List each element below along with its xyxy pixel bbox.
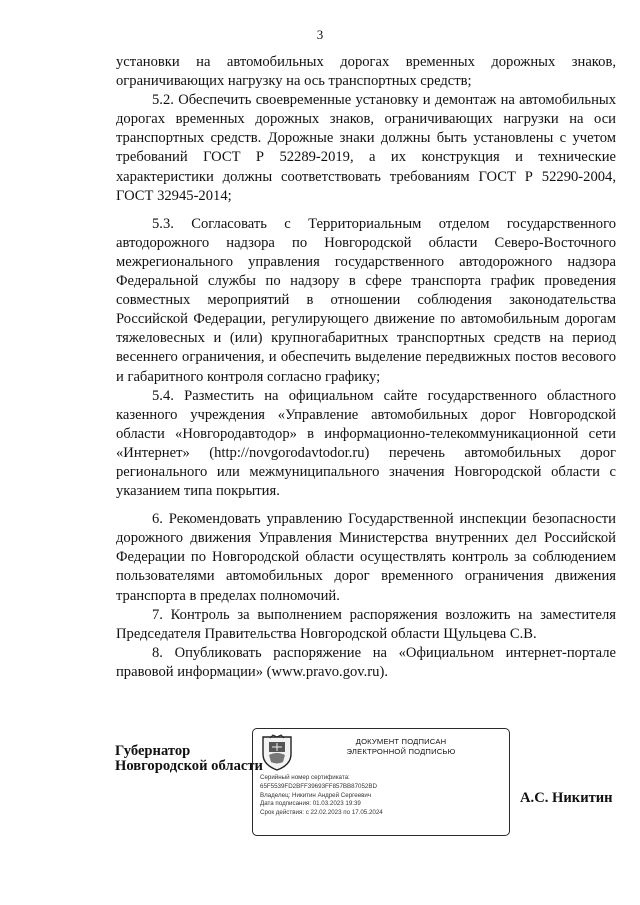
stamp-validity: Срок действия: с 22.02.2023 по 17.05.2024 — [260, 809, 383, 817]
coat-of-arms-icon — [260, 734, 294, 772]
stamp-header-line2: ЭЛЕКТРОННОЙ ПОДПИСЬЮ — [346, 747, 456, 756]
stamp-header-line1: ДОКУМЕНТ ПОДПИСАН — [355, 737, 447, 746]
paragraph-7: 7. Контроль за выполнением распоряжения возложить на заместителя Председателя Правительства Новгородской области Щульцева С.В. — [116, 606, 616, 642]
stamp-details — [260, 774, 505, 818]
stamp-cert-serial: 65F5539FD2BFF39693FF857BB87052BD — [260, 782, 377, 790]
paragraph-5-2: 5.2. Обеспечить своевременные установку и демонтаж на автомобильных дорогах временных дорожных знаков, ограничивающих нагрузки на оси транспортных средств. Дорожные знаки должны быть установлены с учетом требований ГОСТ Р 52289-2019, а их конструкция и технические характеристики должны соответствовать требованиям ГОСТ Р 52290-2004, ГОСТ 32945-2014; — [116, 92, 616, 204]
document-body — [116, 53, 616, 682]
stamp-cert-label: Серийный номер сертификата: — [260, 774, 350, 781]
stamp-header — [301, 737, 501, 757]
signer-position — [115, 744, 263, 774]
paragraph-continuation: установки на автомобильных дорогах временных дорожных знаков, ограничивающих нагрузку на ось транспортных средств; — [116, 54, 616, 90]
stamp-owner: Владелец: Никитин Андрей Сергеевич — [260, 791, 372, 799]
stamp-signed-date: Дата подписания: 01.03.2023 19:39 — [260, 800, 361, 808]
signature-block — [0, 728, 640, 843]
page-number: 3 — [316, 27, 324, 42]
signer-position-line2: Новгородской области — [115, 758, 263, 774]
paragraph-5-4: 5.4. Разместить на официальном сайте государственного областного казенного учреждения «Управление автомобильных дорог Новгородской области «Новгородавтодор» в информационно-телекоммуникационной сети «Интернет» (http://novgorodavtodor.ru) перечень автомобильных дорог регионального или межмуниципального значения Новгородской области с указанием типа покрытия. — [116, 387, 616, 500]
signer-position-line1: Губернатор — [115, 743, 191, 759]
paragraph-5-3: 5.3. Согласовать с Территориальным отделом государственного автодорожного надзора по Новгородской области Северо-Восточного межрегионального управления государственного автодорожного надзора Федеральной службы по надзору в сфере транспорта график проведения совместных мероприятий в отношении соблюдения законодательства Российской Федерации, регулирующего движение по автомобильным дорогам тяжеловесных и (или) крупногабаритных транспортных средств на период весеннего ограничения, и обеспечить выделение передвижных постов весового и габаритного контроля согласно графику; — [116, 215, 616, 385]
electronic-signature-stamp — [252, 728, 510, 836]
paragraph-8: 8. Опубликовать распоряжение на «Официальном интернет-портале правовой информации» (www.pravo.gov.ru). — [116, 644, 616, 680]
signer-name: А.С. Никитин — [520, 790, 613, 806]
paragraph-6: 6. Рекомендовать управлению Государственной инспекции безопасности дорожного движения Управления Министерства внутренних дел Российской Федерации по Новгородской области осуществлять контроль за соблюдением пользователями автомобильных дорог временного ограничения движения транспорта в пределах полномочий. — [116, 511, 616, 604]
